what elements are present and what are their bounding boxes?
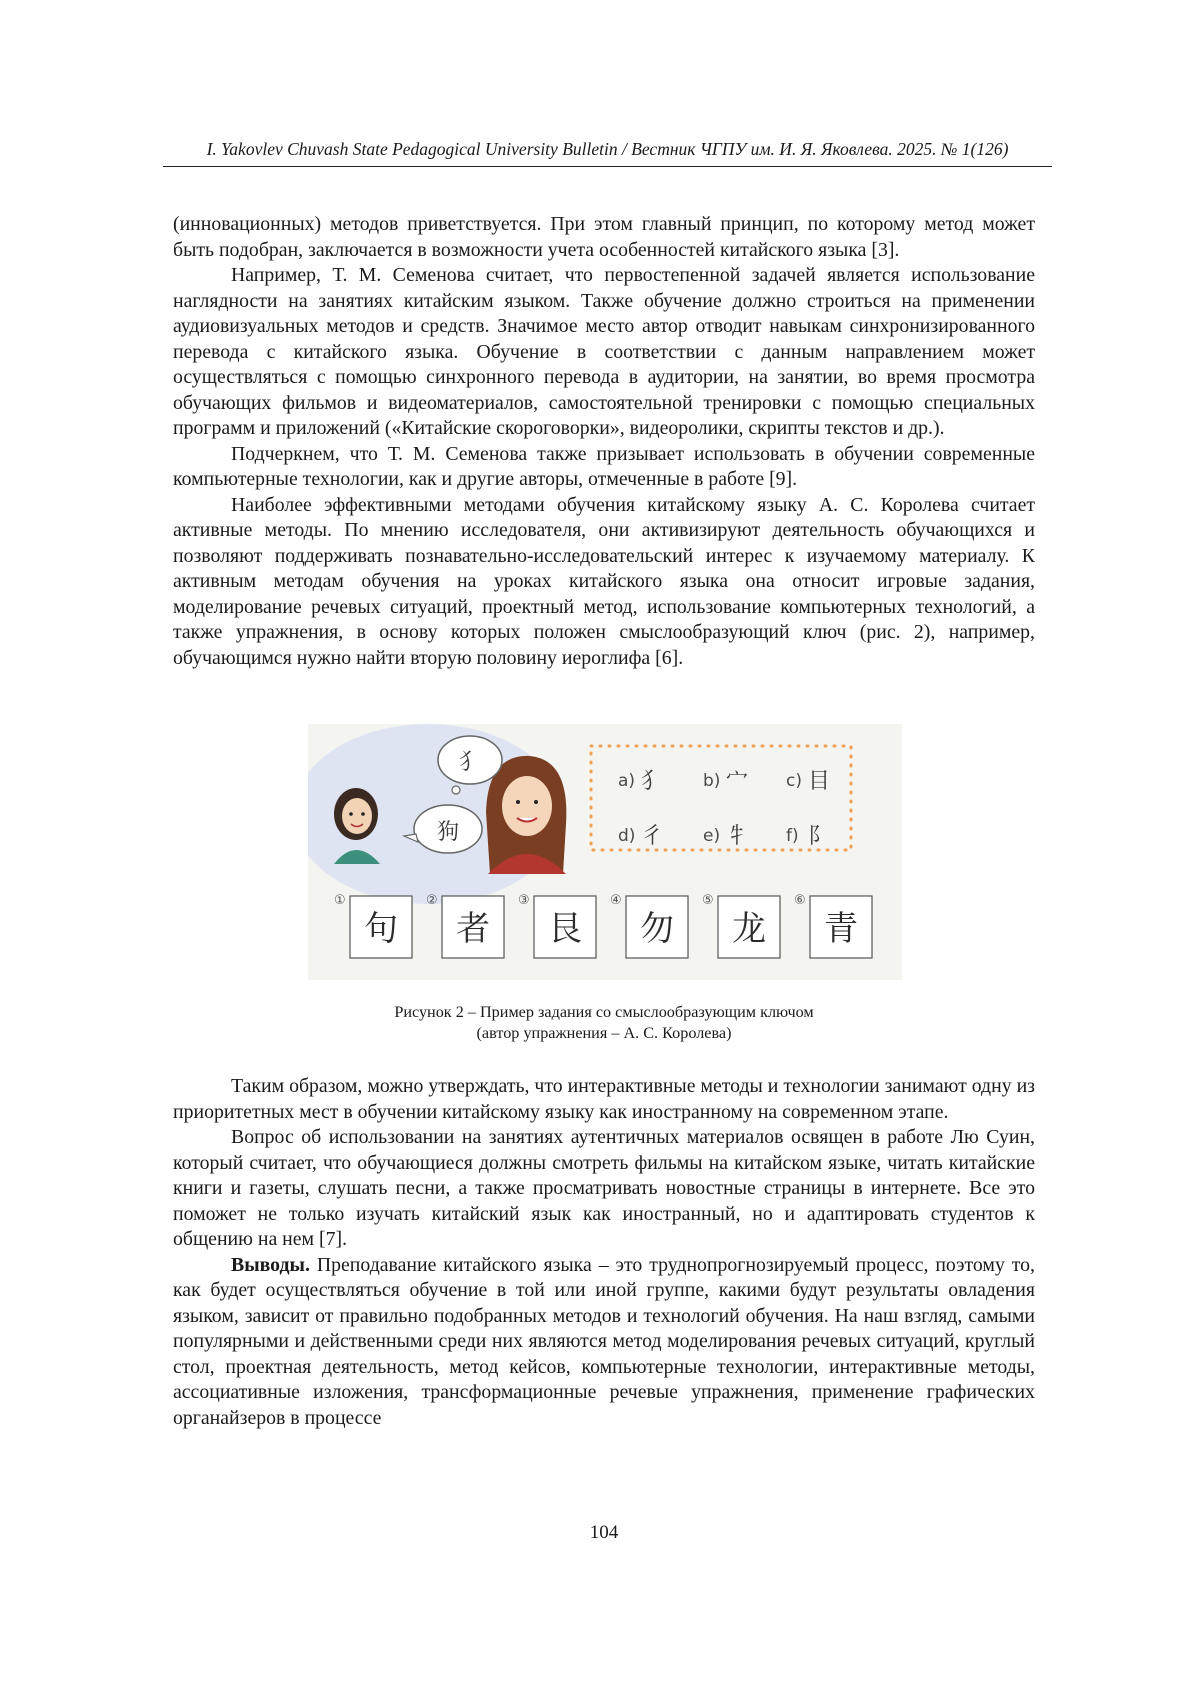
option-a-letter: a) <box>618 771 636 791</box>
option-b-radical: 宀 <box>726 769 749 794</box>
caption-line-1: Рисунок 2 – Пример задания со смыслообразующим ключом <box>394 1003 814 1021</box>
figure-caption <box>173 1002 1035 1044</box>
paragraph-conclusion <box>173 1253 1035 1432</box>
option-c-radical: 目 <box>808 769 831 794</box>
card-4-char: 勿 <box>640 909 674 949</box>
card-2-char: 者 <box>456 909 490 949</box>
option-a-radical: 犭 <box>641 769 664 794</box>
paragraph-semenova-tech: Подчеркнем, что Т. М. Семенова также призывает использовать в обучении современные компьютерные технологии, как и другие авторы, отмеченные в работе [9]. <box>173 442 1035 490</box>
card-5-char: 龙 <box>732 909 766 949</box>
card-6-number: ⑥ <box>794 893 806 908</box>
paragraph-interactive-methods: Таким образом, можно утверждать, что интерактивные методы и технологии занимают одну из приоритетных мест в обучении китайскому языку как иностранному на современном этапе. <box>173 1075 1035 1123</box>
option-e-radical: 牜 <box>726 824 749 849</box>
card-5-number: ⑤ <box>702 893 714 908</box>
card-2-number: ② <box>426 893 438 908</box>
bubble-radical: 犭 <box>458 750 482 775</box>
caption-line-2: (автор упражнения – А. С. Королева) <box>476 1024 732 1042</box>
option-d-letter: d) <box>618 826 636 846</box>
option-e-letter: e) <box>703 826 721 846</box>
card-3-char: 艮 <box>548 909 582 949</box>
header-divider <box>163 166 1052 167</box>
option-c-letter: c) <box>786 771 802 791</box>
card-4-number: ④ <box>610 893 622 908</box>
card-1-char: 句 <box>364 909 398 949</box>
paragraph-authentic-materials: Вопрос об использовании на занятиях аутентичных материалов освящен в работе Лю Суин, который считает, что обучающиеся должны смотреть фильмы на китайском языке, читать китайские книги и газеты, слушать песни, а также просматривать новостные страницы в интернете. Все это поможет не только изучать китайский язык как иностранный, но и адаптировать студентов к общению на нем [7]. <box>173 1126 1035 1250</box>
teacher-figure <box>486 756 566 874</box>
figure-2-exercise-image <box>308 724 902 980</box>
page-number: 104 <box>589 1522 619 1543</box>
card-3-number: ③ <box>518 893 530 908</box>
option-d-radical: 彳 <box>641 824 664 849</box>
journal-running-header: I. Yakovlev Chuvash State Pedagogical University Bulletin / Вестник ЧГПУ им. И. Я. Яковлева. 2025. № 1(126) <box>206 139 1009 159</box>
exercise-illustration <box>308 724 902 980</box>
paragraph-koroleva: Наиболее эффективными методами обучения китайскому языку А. С. Королева считает активные методы. По мнению исследователя, они активизируют деятельность обучающихся и позволяют поддерживать познавательно-исследовательский интерес к изучаемому материалу. К активным методам обучения на уроках китайского языка она относит игровые задания, моделирование речевых ситуаций, проектный метод, использование компьютерных технологий, а также упражнения, в основу которых положен смыслообразующий ключ (рис. 2), например, обучающимся нужно найти вторую половину иероглифа [6]. <box>173 493 1035 669</box>
body-text-after-figure <box>173 1074 1035 1431</box>
body-text-before-figure <box>173 212 1035 671</box>
radical-options <box>618 769 830 849</box>
option-f-radical: 阝 <box>808 824 831 849</box>
card-1-number: ① <box>334 893 346 908</box>
conclusion-label: Выводы. <box>231 1253 310 1276</box>
bubble-character: 狗 <box>436 820 460 845</box>
paragraph-semenova: Например, Т. М. Семенова считает, что первостепенной задачей является использование наглядности на занятиях китайским языком. Также обучение должно строиться на применении аудиовизуальных методов и средств. Значимое место автор отводит навыкам синхронизированного перевода с китайского языка. Обучение в соответствии с данным направлением может осуществляться с помощью синхронного перевода в аудитории, на занятии, во время просмотра обучающих фильмов и видеоматериалов, самостоятельной тренировки с помощью специальных программ и приложений («Китайские скороговорки», видеоролики, скрипты текстов и др.). <box>173 264 1035 439</box>
paragraph-continuation: (инновационных) методов приветствуется. При этом главный принцип, по которому метод может быть подобран, заключается в возможности учета особенностей китайского языка [3]. <box>173 213 1035 261</box>
option-f-letter: f) <box>786 826 799 846</box>
card-6-char: 青 <box>824 909 858 949</box>
conclusion-text: Преподавание китайского языка – это труднопрогнозируемый процесс, поэтому то, как будет осуществляться обучение в той или иной группе, какими будут результаты овладения языком, зависит от правильно подобранных методов и технологий обучения. На наш взгляд, самыми популярными и действенными среди них являются метод моделирования речевых ситуаций, круглый стол, проектная деятельность, метод кейсов, компьютерные технологии, интерактивные методы, ассоциативные изложения, трансформационные речевые упражнения, применение графических органайзеров в процессе <box>173 1253 1035 1429</box>
option-b-letter: b) <box>703 771 721 791</box>
